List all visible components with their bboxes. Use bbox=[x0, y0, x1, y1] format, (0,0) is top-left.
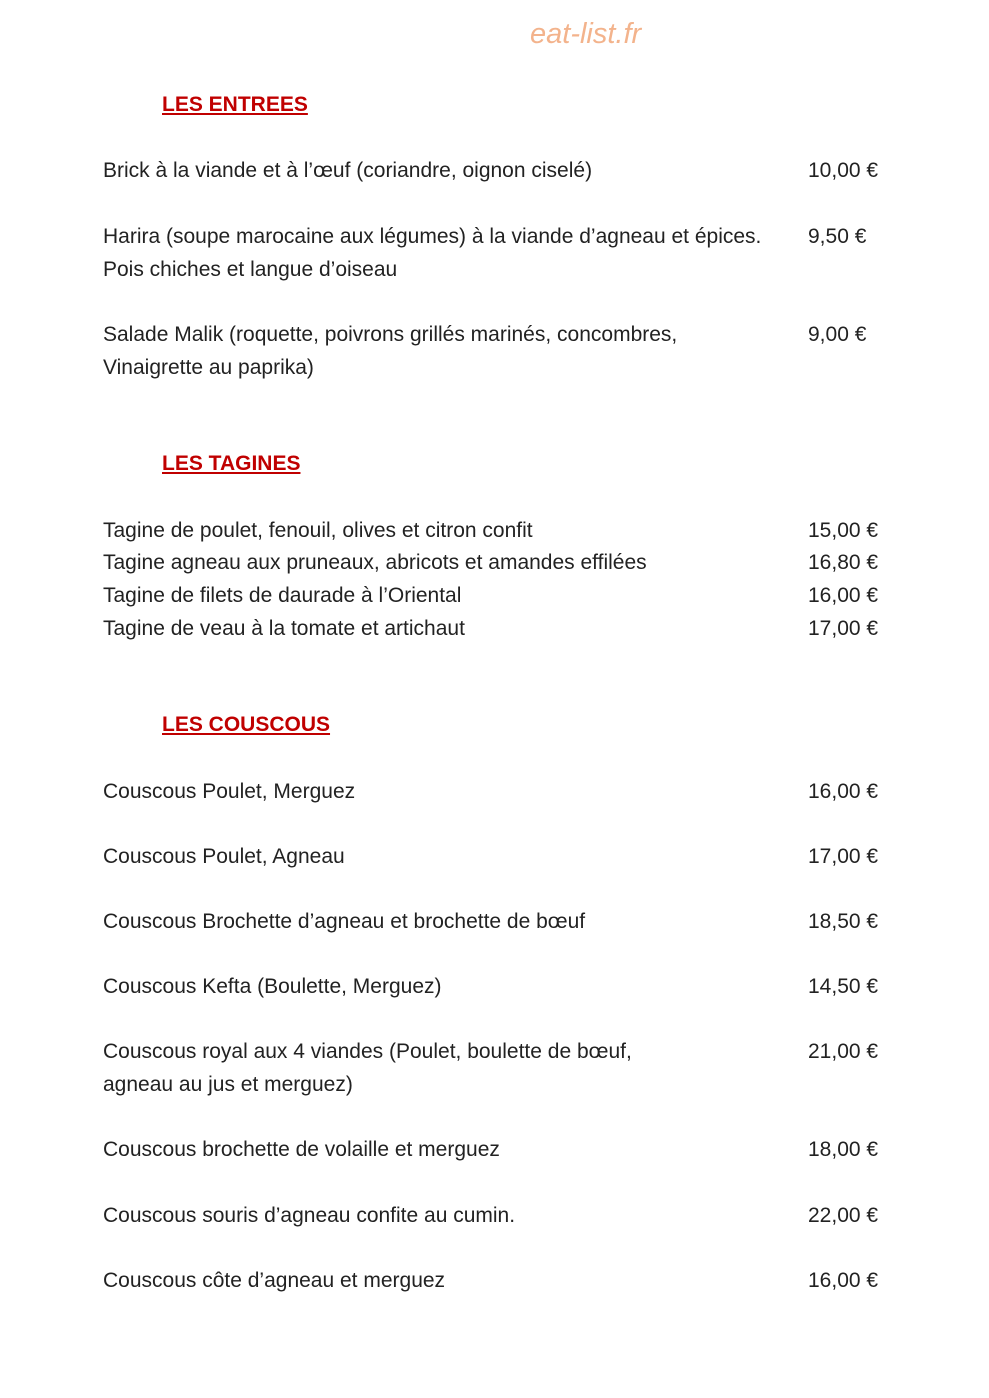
item-price: 16,00 € bbox=[808, 780, 879, 803]
item-price: 16,00 € bbox=[808, 584, 879, 607]
item-price: 21,00 € bbox=[808, 1040, 879, 1063]
item-name-line: Tagine de veau à la tomate et artichaut bbox=[103, 617, 465, 640]
item-name-line: Tagine de poulet, fenouil, olives et citron confit bbox=[103, 519, 533, 542]
item-price: 22,00 € bbox=[808, 1204, 879, 1227]
item-name-line: Couscous côte d’agneau et merguez bbox=[103, 1269, 446, 1292]
watermark: eat-list.fr bbox=[530, 18, 642, 50]
item-name-line: Tagine agneau aux pruneaux, abricots et amandes effilées bbox=[103, 551, 647, 574]
item-name-line: Couscous Poulet, Agneau bbox=[103, 845, 345, 868]
item-name-line: Brick à la viande et à l’œuf (coriandre, oignon ciselé) bbox=[103, 159, 593, 182]
item-name bbox=[103, 155, 773, 188]
item-price: 17,00 € bbox=[808, 617, 879, 640]
item-name bbox=[103, 841, 773, 874]
item-price: 17,00 € bbox=[808, 845, 879, 868]
item-name bbox=[103, 1265, 773, 1298]
item-name bbox=[103, 1200, 773, 1233]
item-name-line: Couscous royal aux 4 viandes (Poulet, boulette de bœuf, bbox=[103, 1040, 632, 1063]
item-name-line: Vinaigrette au paprika) bbox=[103, 355, 314, 379]
item-price: 16,80 € bbox=[808, 551, 879, 574]
item-name-line: agneau au jus et merguez) bbox=[103, 1072, 353, 1096]
item-name bbox=[103, 319, 773, 384]
item-name-line: Couscous Kefta (Boulette, Merguez) bbox=[103, 975, 442, 998]
item-name bbox=[103, 547, 773, 580]
item-price: 16,00 € bbox=[808, 1269, 879, 1292]
item-price: 18,50 € bbox=[808, 910, 879, 933]
item-name-line: Harira (soupe marocaine aux légumes) à la viande d’agneau et épices. bbox=[103, 225, 762, 248]
section-title-entrees: LES ENTREES bbox=[162, 93, 308, 116]
item-name bbox=[103, 971, 773, 1004]
item-name-line: Pois chiches et langue d’oiseau bbox=[103, 257, 398, 281]
section-title-couscous: LES COUSCOUS bbox=[162, 713, 331, 736]
item-price: 18,00 € bbox=[808, 1138, 879, 1161]
item-name-line: Salade Malik (roquette, poivrons grillés marinés, concombres, bbox=[103, 323, 678, 346]
item-price: 14,50 € bbox=[808, 975, 879, 998]
section-title-tagines: LES TAGINES bbox=[162, 452, 301, 475]
item-price: 15,00 € bbox=[808, 519, 879, 542]
item-name-line: Couscous brochette de volaille et merguez bbox=[103, 1138, 500, 1161]
item-price: 10,00 € bbox=[808, 159, 879, 182]
item-name-line: Couscous Poulet, Merguez bbox=[103, 780, 356, 803]
item-price: 9,00 € bbox=[808, 323, 867, 346]
item-name-line: Couscous Brochette d’agneau et brochette de bœuf bbox=[103, 910, 586, 933]
item-name bbox=[103, 1036, 773, 1101]
item-name bbox=[103, 515, 773, 548]
item-name-line: Tagine de filets de daurade à l’Oriental bbox=[103, 584, 462, 607]
item-name bbox=[103, 613, 773, 646]
item-name bbox=[103, 1134, 773, 1167]
item-price: 9,50 € bbox=[808, 225, 867, 248]
item-name bbox=[103, 580, 773, 613]
item-name bbox=[103, 906, 773, 939]
item-name bbox=[103, 221, 773, 286]
item-name bbox=[103, 776, 773, 809]
item-name-line: Couscous souris d’agneau confite au cumin. bbox=[103, 1204, 516, 1227]
